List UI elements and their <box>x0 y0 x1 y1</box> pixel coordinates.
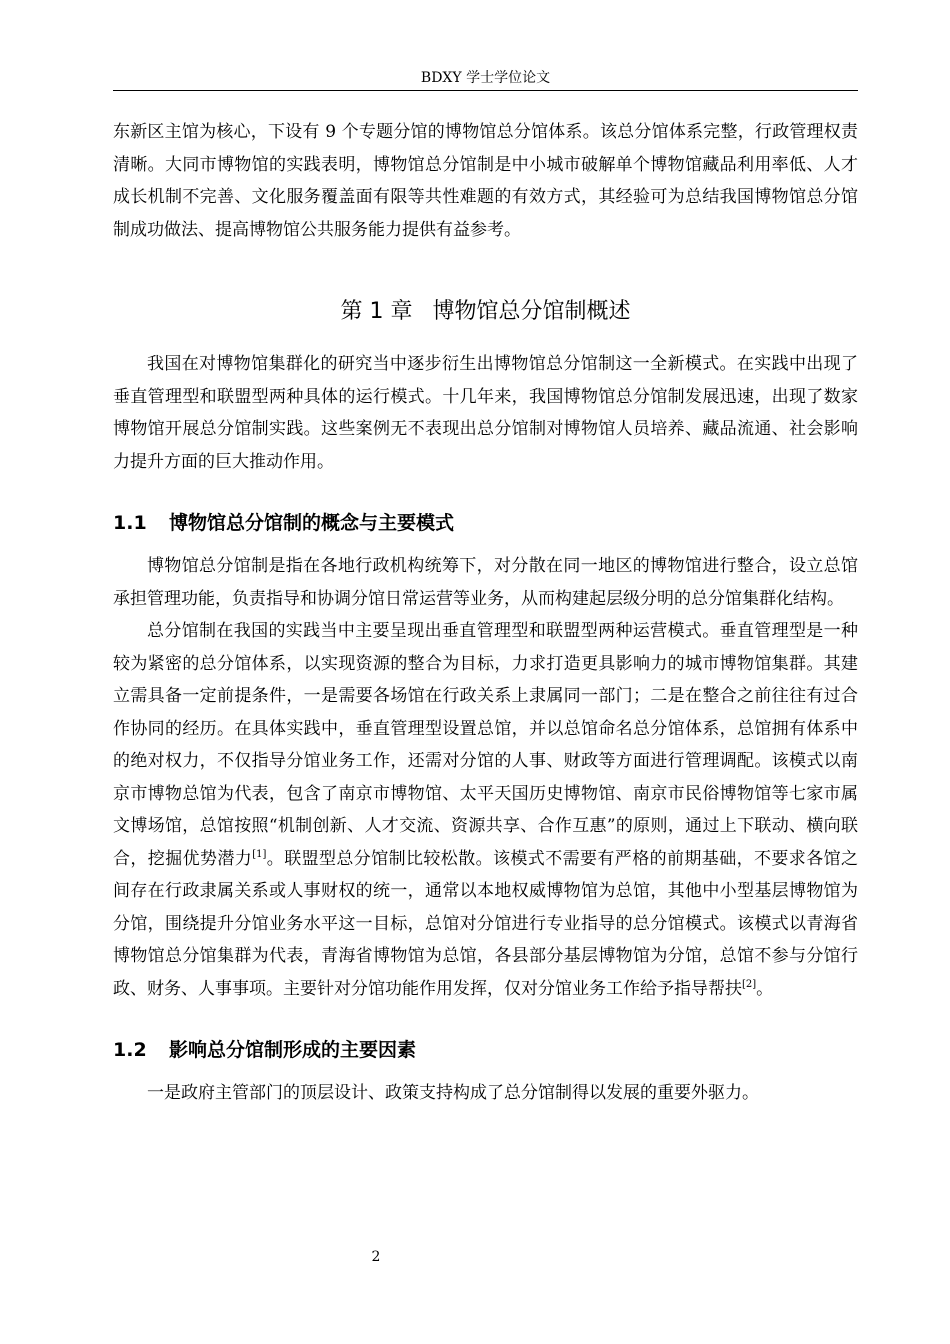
intro-paragraph: 东新区主馆为核心，下设有 9 个专题分馆的博物馆总分馆体系。该总分馆体系完整，行政管理权责清晰。大同市博物馆的实践表明，博物馆总分馆制是中小城市破解单个博物馆藏品利用率低、人才成长机制不完善、文化服务覆盖面有限等共性难题的有效方式，其经验可为总结我国博物馆总分馆制成功做法、提高博物馆公共服务能力提供有益参考。 <box>113 122 858 240</box>
paragraph-text: 。联盟型总分馆制比较松散。该模式不需要有严格的前期基础，不要求各馆之间存在行政隶属关系或人事财权的统一，通常以本地权威博物馆为总馆，其他中小型基层博物馆为分馆，围绕提升分馆业务水平这一目标，总馆对分馆进行专业指导的总分馆模式。该模式以青海省博物馆总分馆集群为代表，青海省博物馆为总馆，各县部分基层博物馆为分馆，总馆不参与分馆行政、财务、人事事项。主要针对分馆功能作用发挥，仅对分馆业务工作给予指导帮扶 <box>113 848 859 999</box>
section-number: 1.2 <box>113 1039 147 1061</box>
citation-ref-1[interactable]: [1] <box>252 848 267 860</box>
section-title: 博物馆总分馆制的概念与主要模式 <box>169 512 455 534</box>
section-1-2-paragraph-1: 一是政府主管部门的顶层设计、政策支持构成了总分馆制得以发展的重要外驱力。 <box>147 1083 759 1103</box>
chapter-intro-paragraph: 我国在对博物馆集群化的研究当中逐步衍生出博物馆总分馆制这一全新模式。在实践中出现了垂直管理型和联盟型两种具体的运行模式。十几年来，我国博物馆总分馆制发展迅速，出现了数家博物馆开展总分馆制实践。这些案例无不表现出总分馆制对博物馆人员培养、藏品流通、社会影响力提升方面的巨大推动作用。 <box>113 354 858 472</box>
section-heading-1-2 <box>113 1035 858 1065</box>
chapter-title: 博物馆总分馆制概述 <box>432 299 631 324</box>
section-number: 1.1 <box>113 512 147 534</box>
chapter-heading <box>113 294 858 330</box>
page-body <box>113 116 858 1110</box>
paragraph-text: 总分馆制在我国的实践当中主要呈现出垂直管理型和联盟型两种运营模式。垂直管理型是一种较为紧密的总分馆体系，以实现资源的整合为目标，力求打造更具影响力的城市博物馆集群。其建立需具备一定前提条件，一是需要各场馆在行政关系上隶属同一部门；二是在整合之前往往有过合作协同的经历。在具体实践中，垂直管理型设置总馆，并以总馆命名总分馆体系，总馆拥有体系中的绝对权力，不仅指导分馆业务工作，还需对分馆的人事、财政等方面进行管理调配。该模式以南京市博物总馆为代表，包含了南京市博物馆、太平天国历史博物馆、南京市民俗博物馆等七家市属文博场馆，总馆按照“机制创新、人才交流、资源共享、合作互惠”的原则，通过上下联动、横向联合，挖掘优势潜力 <box>113 621 858 869</box>
running-header-title: BDXY 学士学位论文 <box>420 70 551 86</box>
page-number: 2 <box>371 1249 381 1265</box>
chapter-number: 第 1 章 <box>340 299 413 324</box>
running-header <box>113 66 858 91</box>
section-1-1-paragraph-1: 博物馆总分馆制是指在各地行政机构统筹下，对分散在同一地区的博物馆进行整合，设立总馆承担管理功能，负责指导和协调分馆日常运营等业务，从而构建起层级分明的总分馆集群化结构。 <box>113 556 858 609</box>
section-heading-1-1 <box>113 508 858 538</box>
citation-ref-2[interactable]: [2] <box>742 978 757 990</box>
paragraph-text: 。 <box>756 978 774 999</box>
section-1-1-paragraph-2 <box>113 615 858 1005</box>
section-title: 影响总分馆制形成的主要因素 <box>169 1039 417 1061</box>
